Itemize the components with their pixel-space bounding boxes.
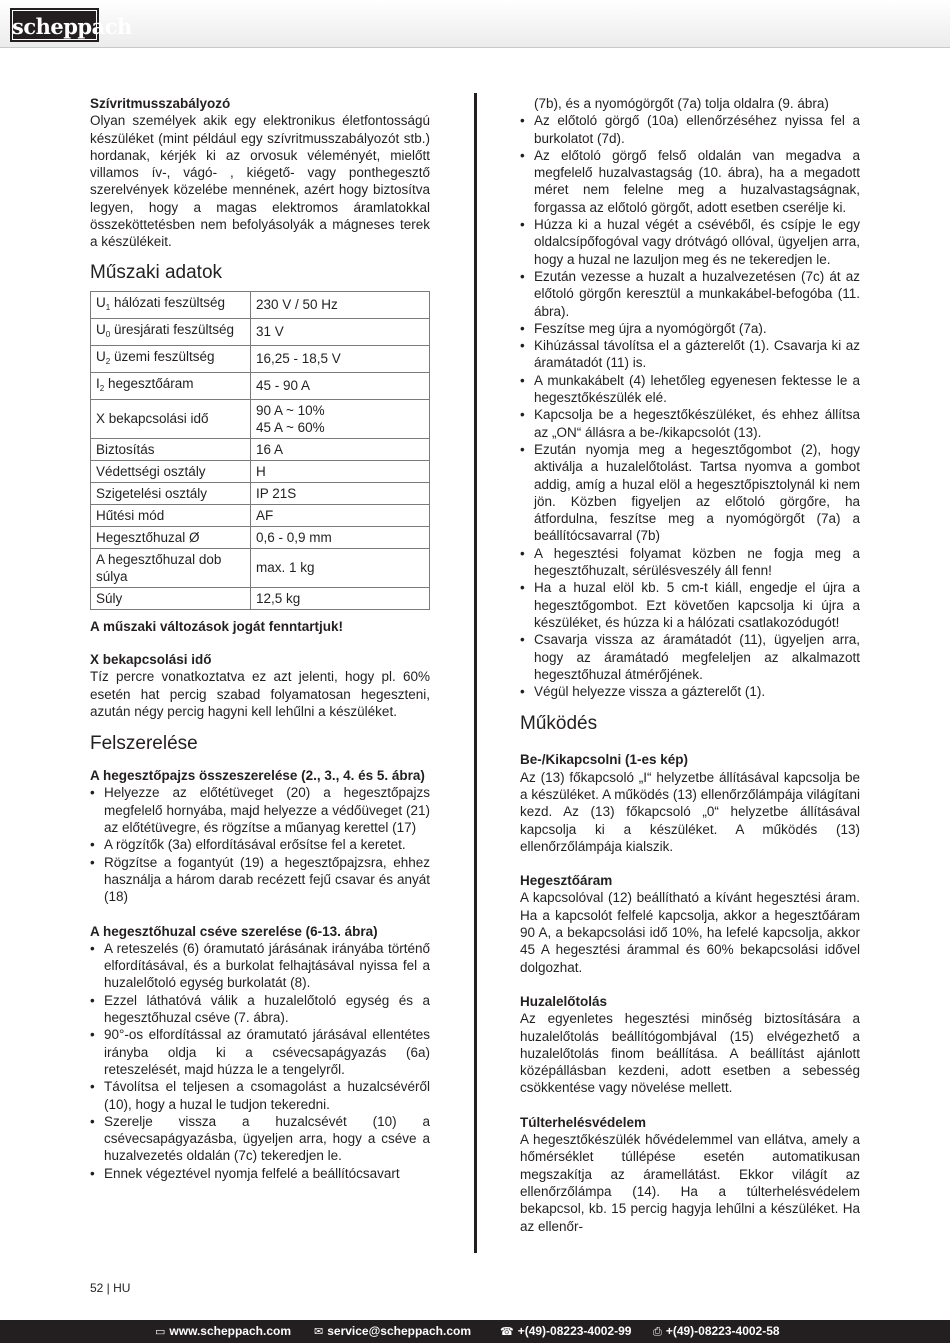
onoff-title: Be-/Kikapcsolni (1-es kép) <box>520 752 689 768</box>
footer-mail[interactable] <box>314 1320 471 1343</box>
fax-icon: ⎙ <box>653 1326 662 1338</box>
continued-text: (7b), és a nyomógörgőt (7a) tolja oldalra (9. ábra) <box>534 96 829 111</box>
brand-logo: scheppach <box>10 8 99 42</box>
footer-web-text: www.scheppach.com <box>169 1324 291 1338</box>
reserve-note: A műszaki változások jogát fenntartjuk! <box>90 618 344 634</box>
spec-label: Védettségi osztály <box>91 460 251 482</box>
table-row <box>91 587 430 609</box>
overload-text: A hegesztőkészülék hővédelemmel van ellátva, amely a hőmérséklet túllépése esetén automatikusan megszakítja az áramellátást. Ekkor világít az ellenőrzőlámpa (14). Ha a túlterhelésvédelem bekapcsol, kb. 15 percig hagyja lehűlni a készüléket. Ha az ellenőr- <box>520 1132 860 1234</box>
feed-title: Huzalelőtolás <box>520 993 608 1009</box>
footer-phone-text: +(49)-08223-4002-99 <box>517 1324 632 1338</box>
spec-label: Hűtési mód <box>91 504 251 526</box>
feed-text: Az egyenletes hegesztési minőség biztosítására a huzalelőtolás beállítógombjával (15) elvégezhető a huzalelőtolás finom beállítása. A beállítást ajánlott középállásban kezdeni, adott esetben a sebesség csökkentése vagy növelése mellett. <box>520 1011 860 1096</box>
x-title: X bekapcsolási idő <box>90 651 212 667</box>
tech-heading: Műszaki adatok <box>90 261 223 283</box>
monitor-icon: ▭ <box>155 1326 166 1338</box>
table-row <box>91 399 430 438</box>
footer-phone <box>500 1320 631 1343</box>
spec-label: $U_2$ üzemi feszültség <box>91 345 251 372</box>
left-column <box>90 95 430 1182</box>
spec-label: $U_0$ üresjárati feszültség <box>91 318 251 345</box>
spec-value: IP 21S <box>251 482 430 504</box>
steps-list <box>520 112 860 700</box>
list-item: • Az előtoló görgő (10a) ellenőrzéséhez nyissa fel a burkolatot (7d). <box>520 112 860 147</box>
pacemaker-text: Olyan személyek akik egy elektronikus életfontosságú készüléket (mint például egy szívritmusszabályozót stb.) hordanak, kérjék ki az orvosuk véleményét, mielőtt villamos ív-, vágó- , kiégető- vagy ponthegesztő szerelvények közelébe mennének, azért hogy biztosítva legyen, hogy a magas elektromos áramlatokkal összeköttetésben nem befolyásolyák a mágneses terek a készülékeit. <box>90 113 430 250</box>
assembly-heading: Felszerelése <box>90 733 198 755</box>
overload-title: Túlterhelésvédelem <box>520 1114 647 1130</box>
table-row <box>91 372 430 399</box>
spool-title: A hegesztőhuzal cséve szerelése (6-13. ábra) <box>90 923 378 939</box>
spec-value: 90 A ~ 10% 45 A ~ 60% <box>251 399 430 438</box>
footer-fax-text: +(49)-08223-4002-58 <box>665 1324 780 1338</box>
table-row <box>91 438 430 460</box>
table-row <box>91 504 430 526</box>
spec-value: 12,5 kg <box>251 587 430 609</box>
list-item: • A rögzítők (3a) elfordításával erősítse fel a keretet. <box>90 836 430 853</box>
page-number: 52 | HU <box>90 1281 131 1295</box>
list-item: • Csavarja vissza az áramátadót (11), ügyeljen arra, hogy az áramátadó megfeleljen az alkalmazott hegesztőhuzal átmérőjének. <box>520 631 860 683</box>
table-row <box>91 482 430 504</box>
right-column <box>520 95 860 1235</box>
spec-label: A hegesztőhuzal dob súlya <box>91 548 251 587</box>
spec-value: 230 V / 50 Hz <box>251 291 430 318</box>
table-row <box>91 345 430 372</box>
spec-label: X bekapcsolási idő <box>91 399 251 438</box>
table-row <box>91 460 430 482</box>
list-item: • Kihúzással távolítsa el a gázterelőt (1). Csavarja ki az áramátadót (11) is. <box>520 337 860 372</box>
spec-value: H <box>251 460 430 482</box>
list-item: • Rögzítse a fogantyút (19) a hegesztőpajzsra, ehhez használja a három darab recézett fejű csavar és anyát (18) <box>90 854 430 906</box>
list-item: • 90°-os elfordítással az óramutató járásával ellentétes irányba oldja ki a csévecsapágyazás (6a) reteszelését, majd húzza le a tengelyről. <box>90 1026 430 1078</box>
list-item: • Ennek végeztével nyomja felfelé a beállítócsavart <box>90 1165 430 1182</box>
current-text: A kapcsolóval (12) beállítható a kívánt hegesztési áram. Ha a kapcsolót felfelé kapcsolja, akkor a hegesztőáram 90 A, a bekapcsolási idő 10%, ha lefelé kapcsolja, akkor 45 A hegesztési árammal és 60% bekapcsolási idővel dolgozhat. <box>520 890 860 975</box>
tech-table <box>90 291 430 610</box>
column-divider <box>474 93 477 1253</box>
spec-value: 0,6 - 0,9 mm <box>251 526 430 548</box>
table-row <box>91 526 430 548</box>
spec-label: $U_1$ hálózati feszültség <box>91 291 251 318</box>
list-item: • Az előtoló görgő felső oldalán van megadva a megfelelő huzalvastagság (10. ábra), ha a megadott méret nem felelne meg a huzalvastagságnak, forgassa az előtoló görgőt, adott esetben cserélje ki. <box>520 147 860 216</box>
operation-heading: Működés <box>520 713 598 735</box>
phone-icon: ☎ <box>500 1326 514 1338</box>
list-item: • Végül helyezze vissza a gázterelőt (1). <box>520 683 860 700</box>
footer-web[interactable] <box>155 1320 291 1343</box>
table-row <box>91 318 430 345</box>
spec-label: Hegesztőhuzal Ø <box>91 526 251 548</box>
list-item: • Ezzel láthatóvá válik a huzalelőtoló egység és a hegesztőhuzal cséve (7. ábra). <box>90 992 430 1027</box>
list-item: • Távolítsa el teljesen a csomagolást a huzalcsévéről (10), hogy a huzal le tudjon tekeredni. <box>90 1078 430 1113</box>
list-item: • Ezután vezesse a huzalt a huzalvezetésen (7c) át az előtoló görgőn keresztül a munkakábel-befogóba (11. ábra). <box>520 268 860 320</box>
list-item: • Helyezze az előtétüveget (20) a hegesztőpajzs megfelelő hornyába, majd helyezze a védőüveget (21) az előtétüvegre, és rögzítse a műanyag kerettel (17) <box>90 784 430 836</box>
spec-label: Szigetelési osztály <box>91 482 251 504</box>
list-item: • Ha a huzal elöl kb. 5 cm-t kiáll, engedje el újra a hegesztőgombot. Ezt követően kapcsolja ki újra a készüléket, és húzza ki a hálózati csatlakozódugót! <box>520 579 860 631</box>
header-bar <box>0 0 950 48</box>
spec-value: 31 V <box>251 318 430 345</box>
spec-value: 16,25 - 18,5 V <box>251 345 430 372</box>
list-item: • Kapcsolja be a hegesztőkészüléket, és ehhez állítsa az „ON“ állásra a be-/kikapcsolót (13). <box>520 406 860 441</box>
spec-label: $I_2$ hegesztőáram <box>91 372 251 399</box>
table-row <box>91 291 430 318</box>
spec-value: 45 - 90 A <box>251 372 430 399</box>
shield-list <box>90 784 430 905</box>
spec-value: 16 A <box>251 438 430 460</box>
list-item: • A hegesztési folyamat közben ne fogja meg a hegesztőhuzalt, sérülésveszély áll fenn! <box>520 545 860 580</box>
shield-title: A hegesztőpajzs összeszerelése (2., 3., 4. és 5. ábra) <box>90 768 425 784</box>
current-title: Hegesztőáram <box>520 873 613 889</box>
footer-mail-text: service@scheppach.com <box>327 1324 471 1338</box>
mail-icon: ✉ <box>314 1326 324 1338</box>
table-row <box>91 548 430 587</box>
x-text: Tíz percre vonatkoztatva ez azt jelenti, hogy pl. 60% esetén hat percig szabad folyamatosan hegeszteni, azután négy percig hagyni kell lehűlni a készüléket. <box>90 669 430 719</box>
list-item: • Szerelje vissza a huzalcsévét (10) a csévecsapágyazásba, ügyeljen arra, hogy a cséve a huzalvezetés oldalán (7c) tekeredjen le. <box>90 1113 430 1165</box>
spec-label: Biztosítás <box>91 438 251 460</box>
spec-value: max. 1 kg <box>251 548 430 587</box>
onoff-text: Az (13) főkapcsoló „I“ helyzetbe állításával kapcsolja be a készüléket. A működés (13) ellenőrzőlámpája világítani kezd. Az (13) főkapcsoló „0“ helyzetbe állításával kapcsolja ki a készüléket. A működés (13) ellenőrzőlámpája kialszik. <box>520 769 860 854</box>
list-item: • A munkakábelt (4) lehetőleg egyenesen fektesse le a hegesztőkészülék elé. <box>520 372 860 407</box>
list-item: • Ezután nyomja meg a hegesztőgombot (2), hogy aktiválja a huzalelőtolást. Tartsa nyomva a gombot addig, amíg a huzal elöl a hegesztőpisztolynál ki nem jön. Közben figyeljen az előtoló görgőre, ha átfordulna, feszítse meg a nyomógörgőt (7a) a beállítócsavarral (7b) <box>520 441 860 545</box>
footer-fax <box>653 1320 780 1343</box>
spec-label: Súly <box>91 587 251 609</box>
spool-list <box>90 940 430 1182</box>
pacemaker-title: Szívritmusszabályozó <box>90 96 231 111</box>
list-item: • Húzza ki a huzal végét a csévéből, és csípje le egy oldalcsípőfogóval vagy drótvágó ollóval, ügyeljen arra, hogy a huzal ne lazuljon meg és ne tekeredjen le. <box>520 216 860 268</box>
list-item: • A reteszelés (6) óramutató járásának irányába történő elfordításával, és a burkolat felhajtásával nyissa fel a huzalelőtoló egység burkolatát (8). <box>90 940 430 992</box>
list-item: • Feszítse meg újra a nyomógörgőt (7a). <box>520 320 860 337</box>
footer-bar <box>0 1320 950 1343</box>
spec-value: AF <box>251 504 430 526</box>
